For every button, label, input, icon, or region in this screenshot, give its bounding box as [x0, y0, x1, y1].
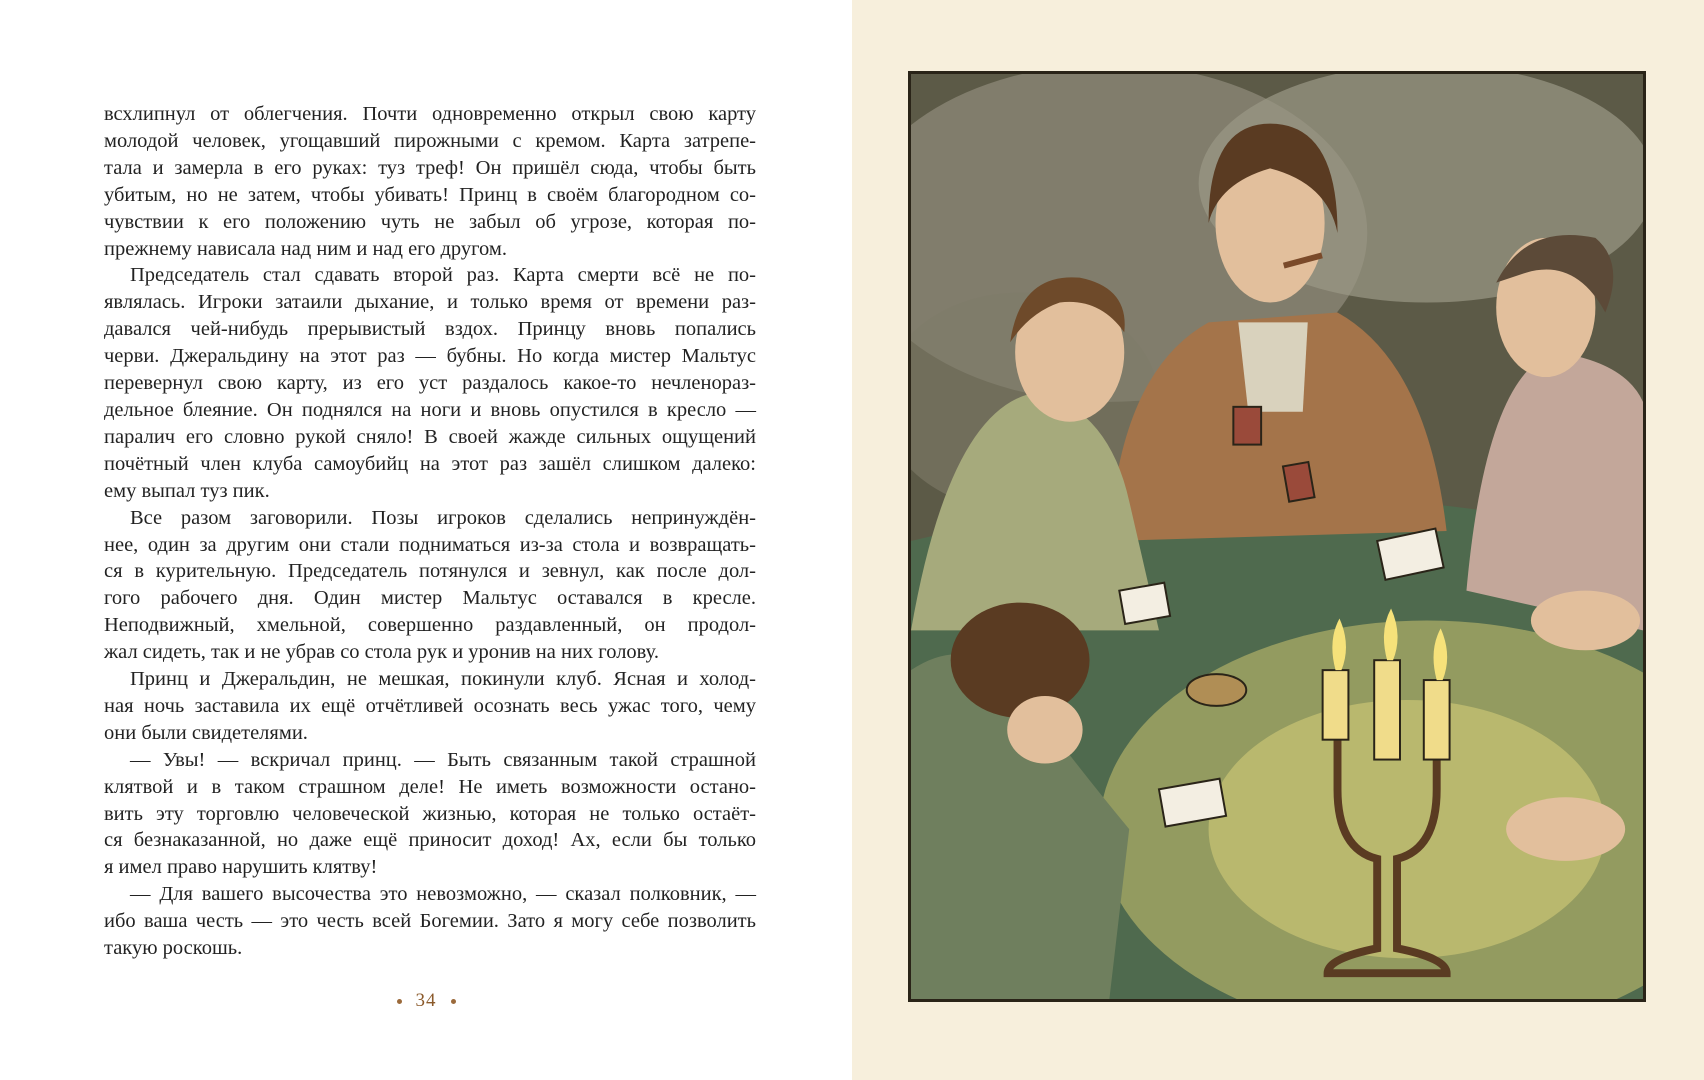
- text-line: давался чей-нибудь прерывистый вздох. Принцу вновь попались: [104, 318, 756, 341]
- paragraph: [104, 262, 756, 504]
- text-line: Председатель стал сдавать второй раз. Карта смерти всё не по-: [130, 264, 756, 287]
- text-line: дельное блеяние. Он поднялся на ноги и вновь опустился в кресло —: [104, 398, 756, 421]
- player-bottom-face: [1007, 696, 1082, 764]
- text-line: нее, один за другим они стали подниматься из-за стола и возвращать-: [104, 533, 756, 556]
- hand: [1531, 591, 1640, 651]
- text-line: Принц и Джеральдин, не мешкая, покинули клуб. Ясная и холод-: [130, 668, 756, 691]
- ashtray: [1187, 674, 1247, 706]
- text-line: такую роскошь.: [104, 937, 243, 960]
- text-line: ибо ваша честь — это честь всей Богемии. Зато я могу себе позволить: [104, 910, 756, 933]
- text-line: вить эту торговлю человеческой жизнью, которая не только остаёт-: [104, 802, 756, 825]
- playing-card-back: [1283, 462, 1315, 502]
- text-line: — Для вашего высочества это невозможно, — сказал полковник, —: [130, 883, 756, 906]
- text-line: ся в курительную. Председатель потянулся и зевнул, как после дол-: [104, 560, 756, 583]
- text-line: тала и замерла в его руках: туз треф! Он пришёл сюда, чтобы быть: [104, 156, 756, 179]
- text-line: паралич его словно рукой сняло! В своей жажде сильных ощущений: [104, 425, 756, 448]
- text-line: ся безнаказанной, но даже ещё приносит доход! Ах, если бы только: [104, 829, 756, 852]
- playing-card: [1119, 583, 1170, 624]
- paragraph: [104, 747, 756, 882]
- text-line: жал сидеть, так и не убрав со стола рук и уронив на них голову.: [104, 641, 659, 664]
- page-number-footer: [0, 990, 852, 1012]
- text-line: клятвой и в таком страшном деле! Не иметь возможности остано-: [104, 775, 756, 798]
- hand: [1506, 797, 1625, 861]
- chairman-shirt: [1238, 322, 1307, 411]
- illustration: [908, 71, 1646, 1002]
- text-line: ему выпал туз пик.: [104, 479, 270, 502]
- text-line: убитым, но не затем, чтобы убивать! Принц в своём благородном со-: [104, 183, 756, 206]
- body-text: [104, 101, 756, 962]
- text-line: являлась. Игроки затаили дыхание, и только время от времени раз-: [104, 291, 756, 314]
- text-line: прежнему нависала над ним и над его другом.: [104, 237, 507, 260]
- text-line: перевернул свою карту, из его уст раздалось какое-то нечленораз-: [104, 372, 756, 395]
- text-line: молодой человек, угощавший пирожными с кремом. Карта затрепе-: [104, 129, 756, 152]
- text-line: — Увы! — вскричал принц. — Быть связанным такой страшной: [130, 748, 756, 771]
- text-line: я имел право нарушить клятву!: [104, 856, 378, 879]
- page-number-dot-left: [397, 999, 402, 1004]
- text-line: всхлипнул от облегчения. Почти одновременно открыл свою карту: [104, 103, 756, 125]
- paragraph: [104, 881, 756, 962]
- text-line: Неподвижный, хмельной, совершенно раздавленный, он продол-: [104, 614, 756, 637]
- page-number: 34: [415, 990, 437, 1011]
- candle: [1323, 670, 1349, 740]
- paragraph: [104, 505, 756, 666]
- text-line: чувствии к его положению чуть не забыл об угрозе, которая по-: [104, 210, 756, 233]
- player-bottom-hair: [951, 603, 1090, 718]
- text-line: ная ночь заставила их ещё отчётливей осознать весь ужас того, чему: [104, 694, 756, 717]
- text-line: они были свидетелями.: [104, 721, 308, 744]
- card-game-illustration: [911, 74, 1643, 999]
- text-line: черви. Джеральдину на этот раз — бубны. Но когда мистер Мальтус: [104, 345, 756, 368]
- page-number-dot-right: [451, 999, 456, 1004]
- text-line: почётный член клуба самоубийц на этот раз зашёл слишком далеко:: [104, 452, 756, 475]
- text-line: гого рабочего дня. Один мистер Мальтус оставался в кресле.: [104, 587, 756, 610]
- paragraph: [104, 101, 756, 262]
- text-line: Все разом заговорили. Позы игроков сделались непринуждён-: [130, 506, 756, 529]
- playing-card-back: [1233, 407, 1261, 445]
- paragraph: [104, 666, 756, 747]
- candle: [1374, 660, 1400, 759]
- candle: [1424, 680, 1450, 759]
